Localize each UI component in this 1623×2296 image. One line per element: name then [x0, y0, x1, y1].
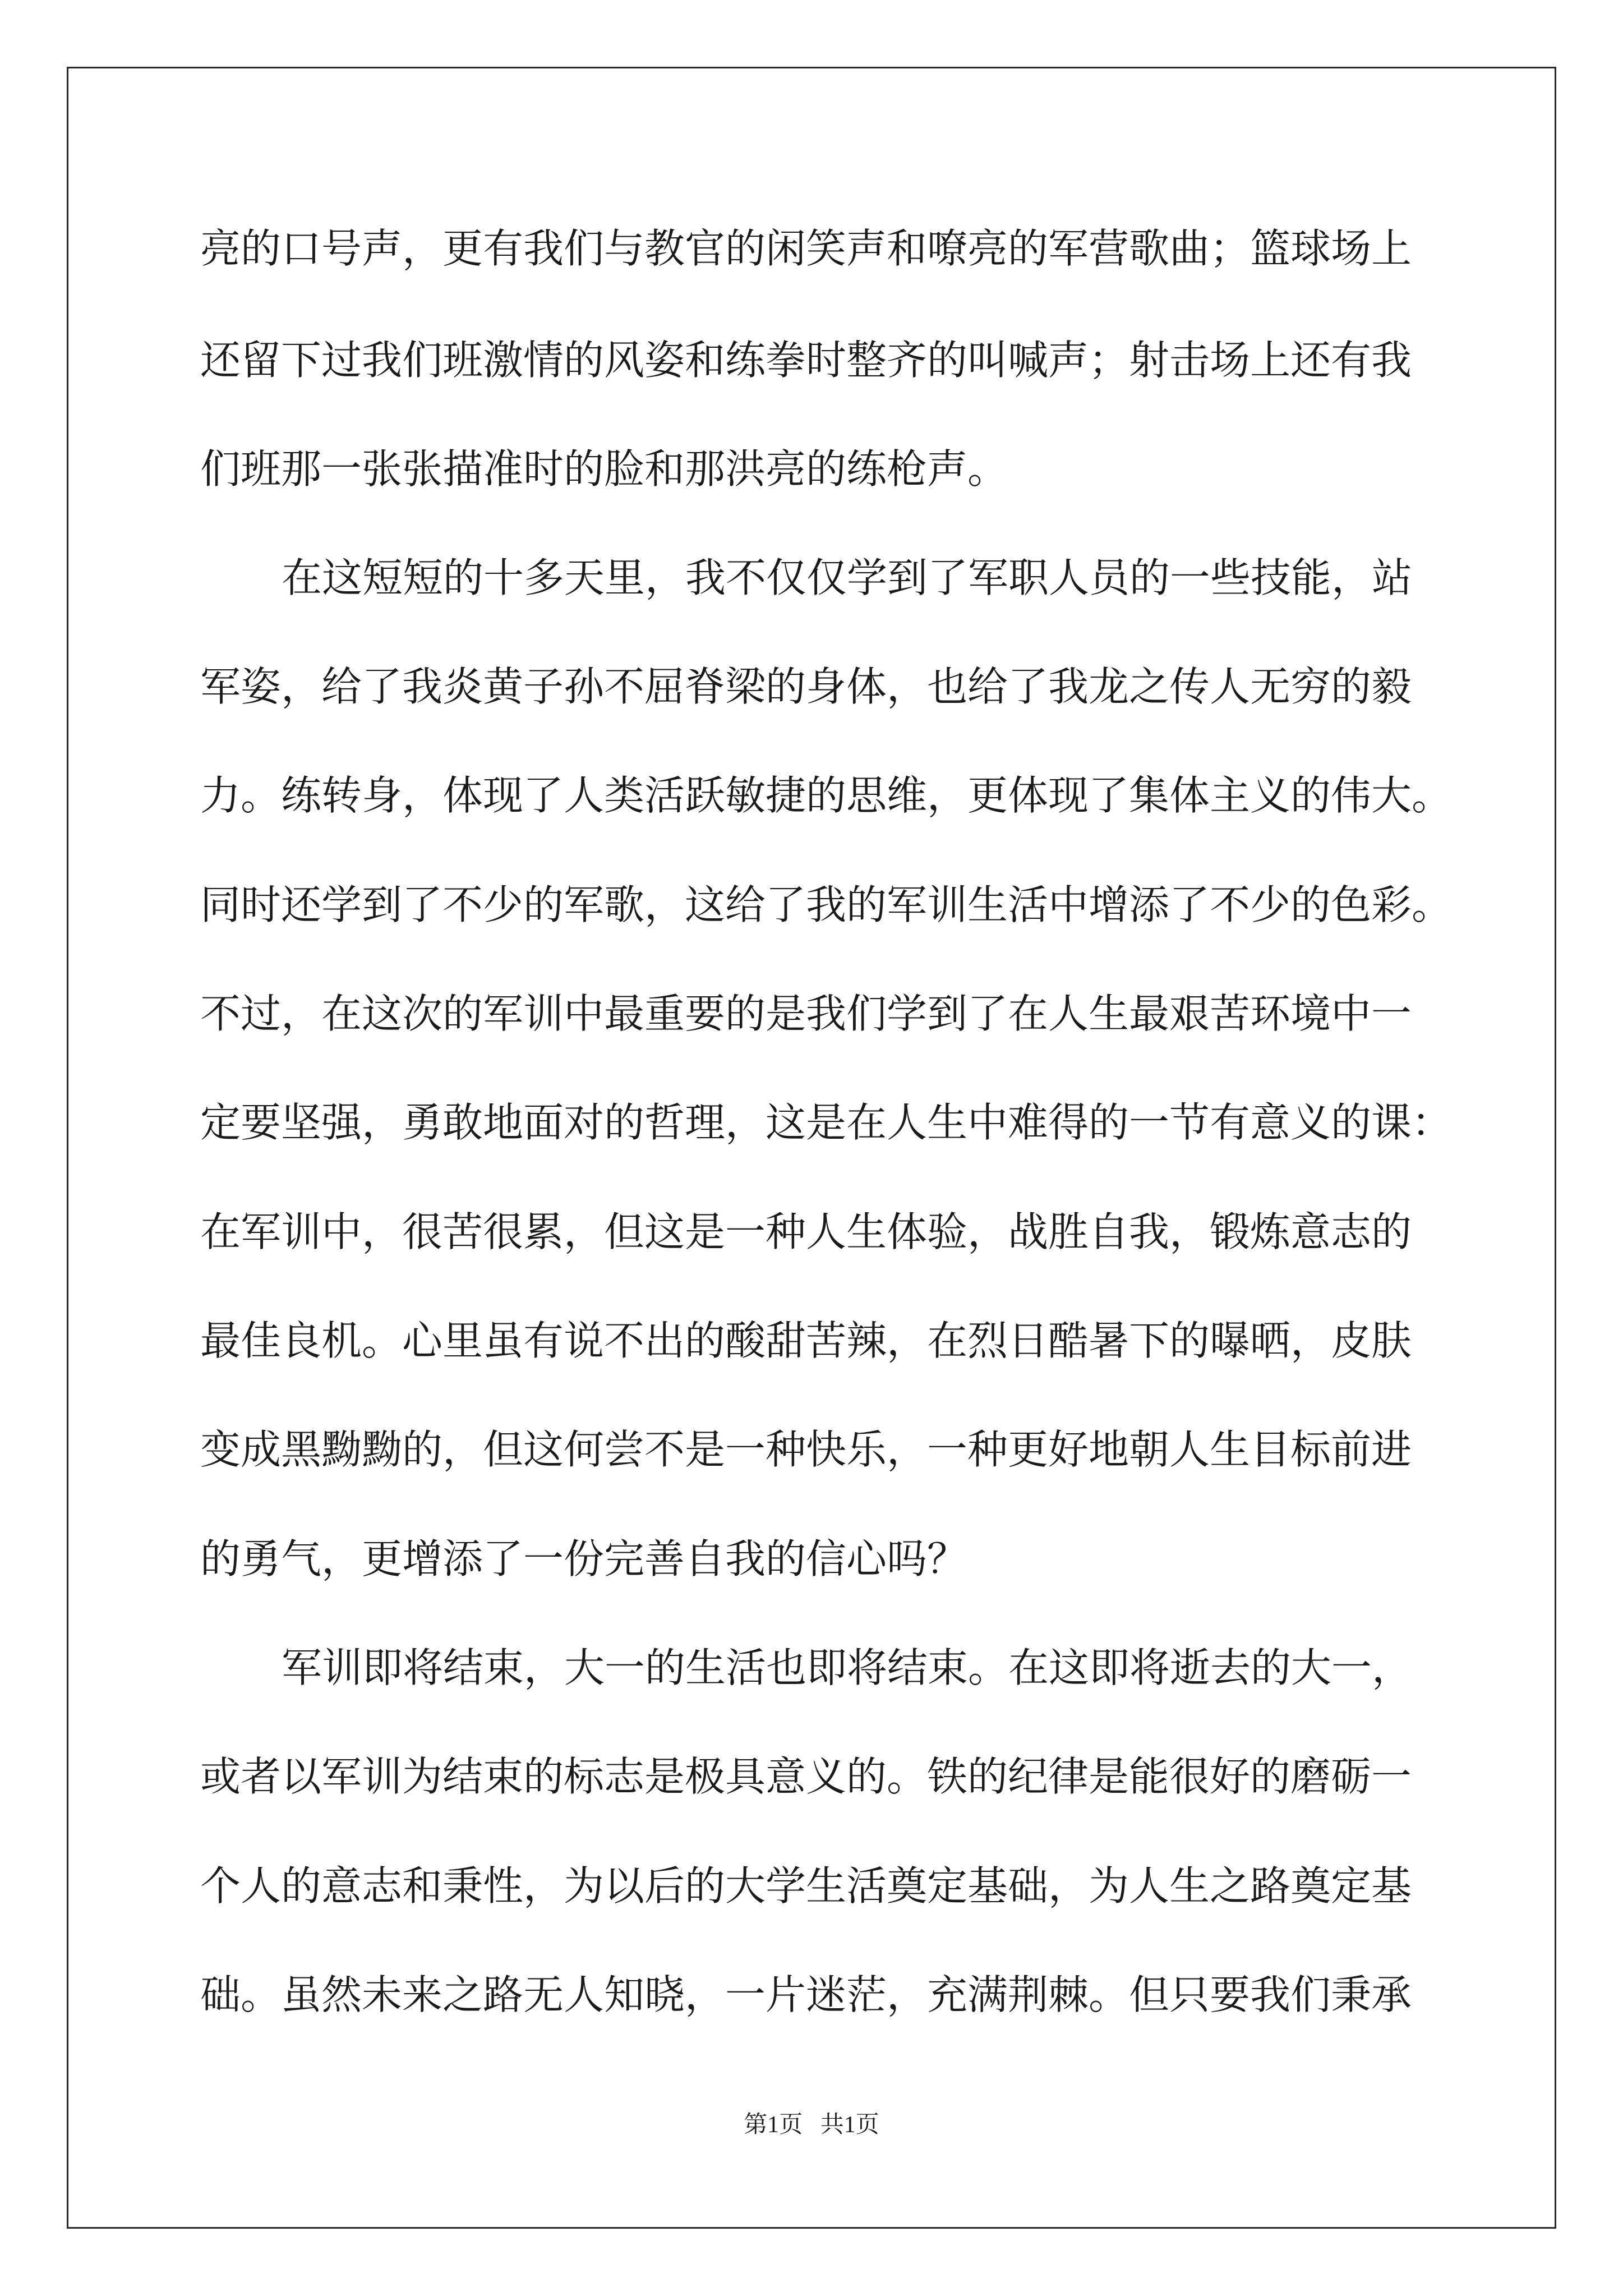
text-line: 个人的意志和秉性，为以后的大学生活奠定基础，为人生之路奠定基 [200, 1862, 1412, 1910]
text-line: 亮的口号声，更有我们与教官的闲笑声和嘹亮的军营歌曲；篮球场上 [200, 225, 1412, 272]
text-line: 不过，在这次的军训中最重要的是我们学到了在人生最艰苦环境中一 [200, 990, 1412, 1037]
text-line: 础。虽然未来之路无人知晓，一片迷茫，充满荆棘。但只要我们秉承 [200, 1971, 1412, 2018]
text-line: 定要坚强，勇敢地面对的哲理，这是在人生中难得的一节有意义的课： [200, 1099, 1453, 1146]
text-line: 们班那一张张描准时的脸和那洪亮的练枪声。 [200, 445, 1008, 493]
text-line: 力。练转身，体现了人类活跃敏捷的思维，更体现了集体主义的伟大。 [200, 772, 1453, 819]
paragraph-first-line: 在这短短的十多天里，我不仅仅学到了军职人员的一些技能，站 [282, 554, 1413, 601]
text-line: 在军训中，很苦很累，但这是一种人生体验，战胜自我，锻炼意志的 [200, 1208, 1412, 1255]
text-line: 军姿，给了我炎黄子孙不屈脊梁的身体，也给了我龙之传人无穷的毅 [200, 663, 1412, 710]
text-line: 变成黑黝黝的，但这何尝不是一种快乐，一种更好地朝人生目标前进 [200, 1426, 1412, 1473]
page-number-footer: 第1页 共1页 [744, 2112, 879, 2138]
text-line: 或者以军训为结束的标志是极具意义的。铁的纪律是能很好的磨砺一 [200, 1753, 1412, 1800]
text-line: 同时还学到了不少的军歌，这给了我的军训生活中增添了不少的色彩。 [200, 881, 1453, 928]
text-line: 的勇气，更增添了一份完善自我的信心吗？ [200, 1535, 968, 1582]
text-line: 还留下过我们班激情的风姿和练拳时整齐的叫喊声；射击场上还有我 [200, 337, 1412, 384]
paragraph-first-line: 军训即将结束，大一的生活也即将结束。在这即将逝去的大一， [282, 1644, 1413, 1691]
text-line: 最佳良机。心里虽有说不出的酸甜苦辣，在烈日酷暑下的曝晒，皮肤 [200, 1317, 1412, 1364]
